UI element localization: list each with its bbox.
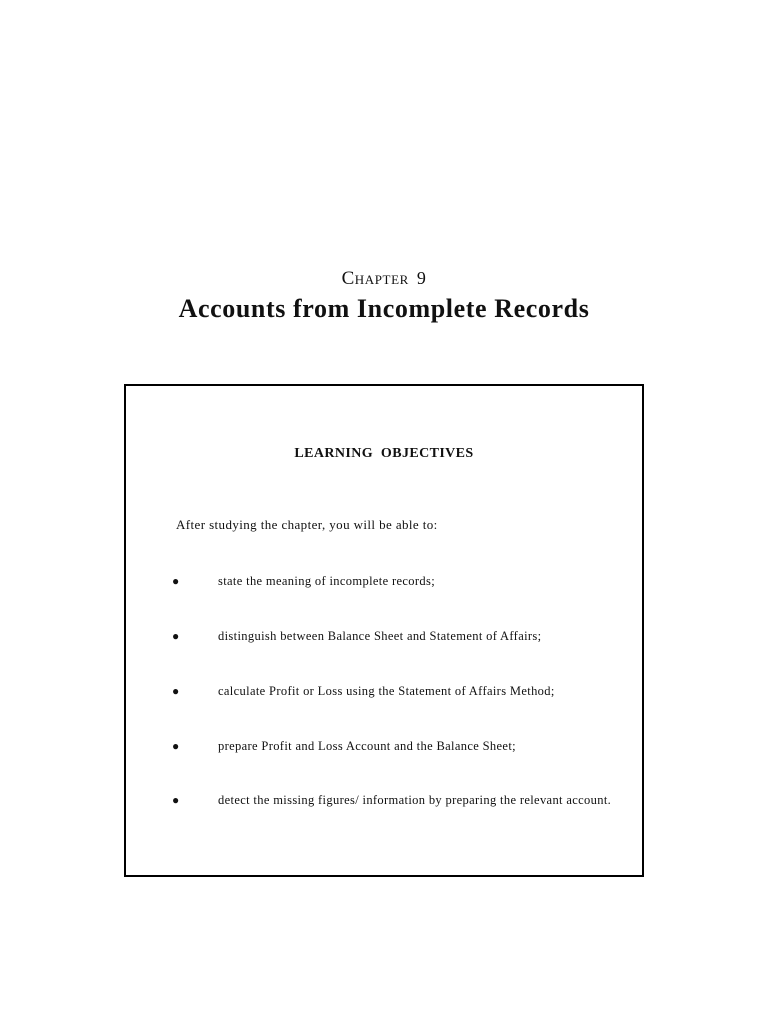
bullet-icon: ● bbox=[172, 629, 180, 643]
chapter-label-initial: C bbox=[341, 268, 355, 289]
bullet-icon: ● bbox=[172, 739, 180, 753]
chapter-label bbox=[0, 268, 768, 290]
objective-text: detect the missing figures/ information by preparing the relevant account. bbox=[218, 793, 612, 807]
objective-text: calculate Profit or Loss using the Statement of Affairs Method; bbox=[218, 684, 555, 698]
bullet-icon: ● bbox=[172, 574, 180, 588]
objective-text: prepare Profit and Loss Account and the Balance Sheet; bbox=[218, 739, 516, 753]
chapter-label-rest: HAPTER bbox=[354, 272, 409, 287]
objective-text: state the meaning of incomplete records; bbox=[218, 574, 436, 588]
bullet-icon: ● bbox=[172, 684, 180, 698]
chapter-number: 9 bbox=[416, 268, 427, 288]
objectives-intro: After studying the chapter, you will be able to: bbox=[176, 517, 438, 532]
learning-objectives-box bbox=[124, 384, 644, 877]
objectives-heading: LEARNING OBJECTIVES bbox=[294, 446, 474, 461]
chapter-title: Accounts from Incomplete Records bbox=[178, 294, 590, 323]
bullet-icon: ● bbox=[172, 793, 180, 807]
objective-text: distinguish between Balance Sheet and Statement of Affairs; bbox=[218, 629, 542, 643]
